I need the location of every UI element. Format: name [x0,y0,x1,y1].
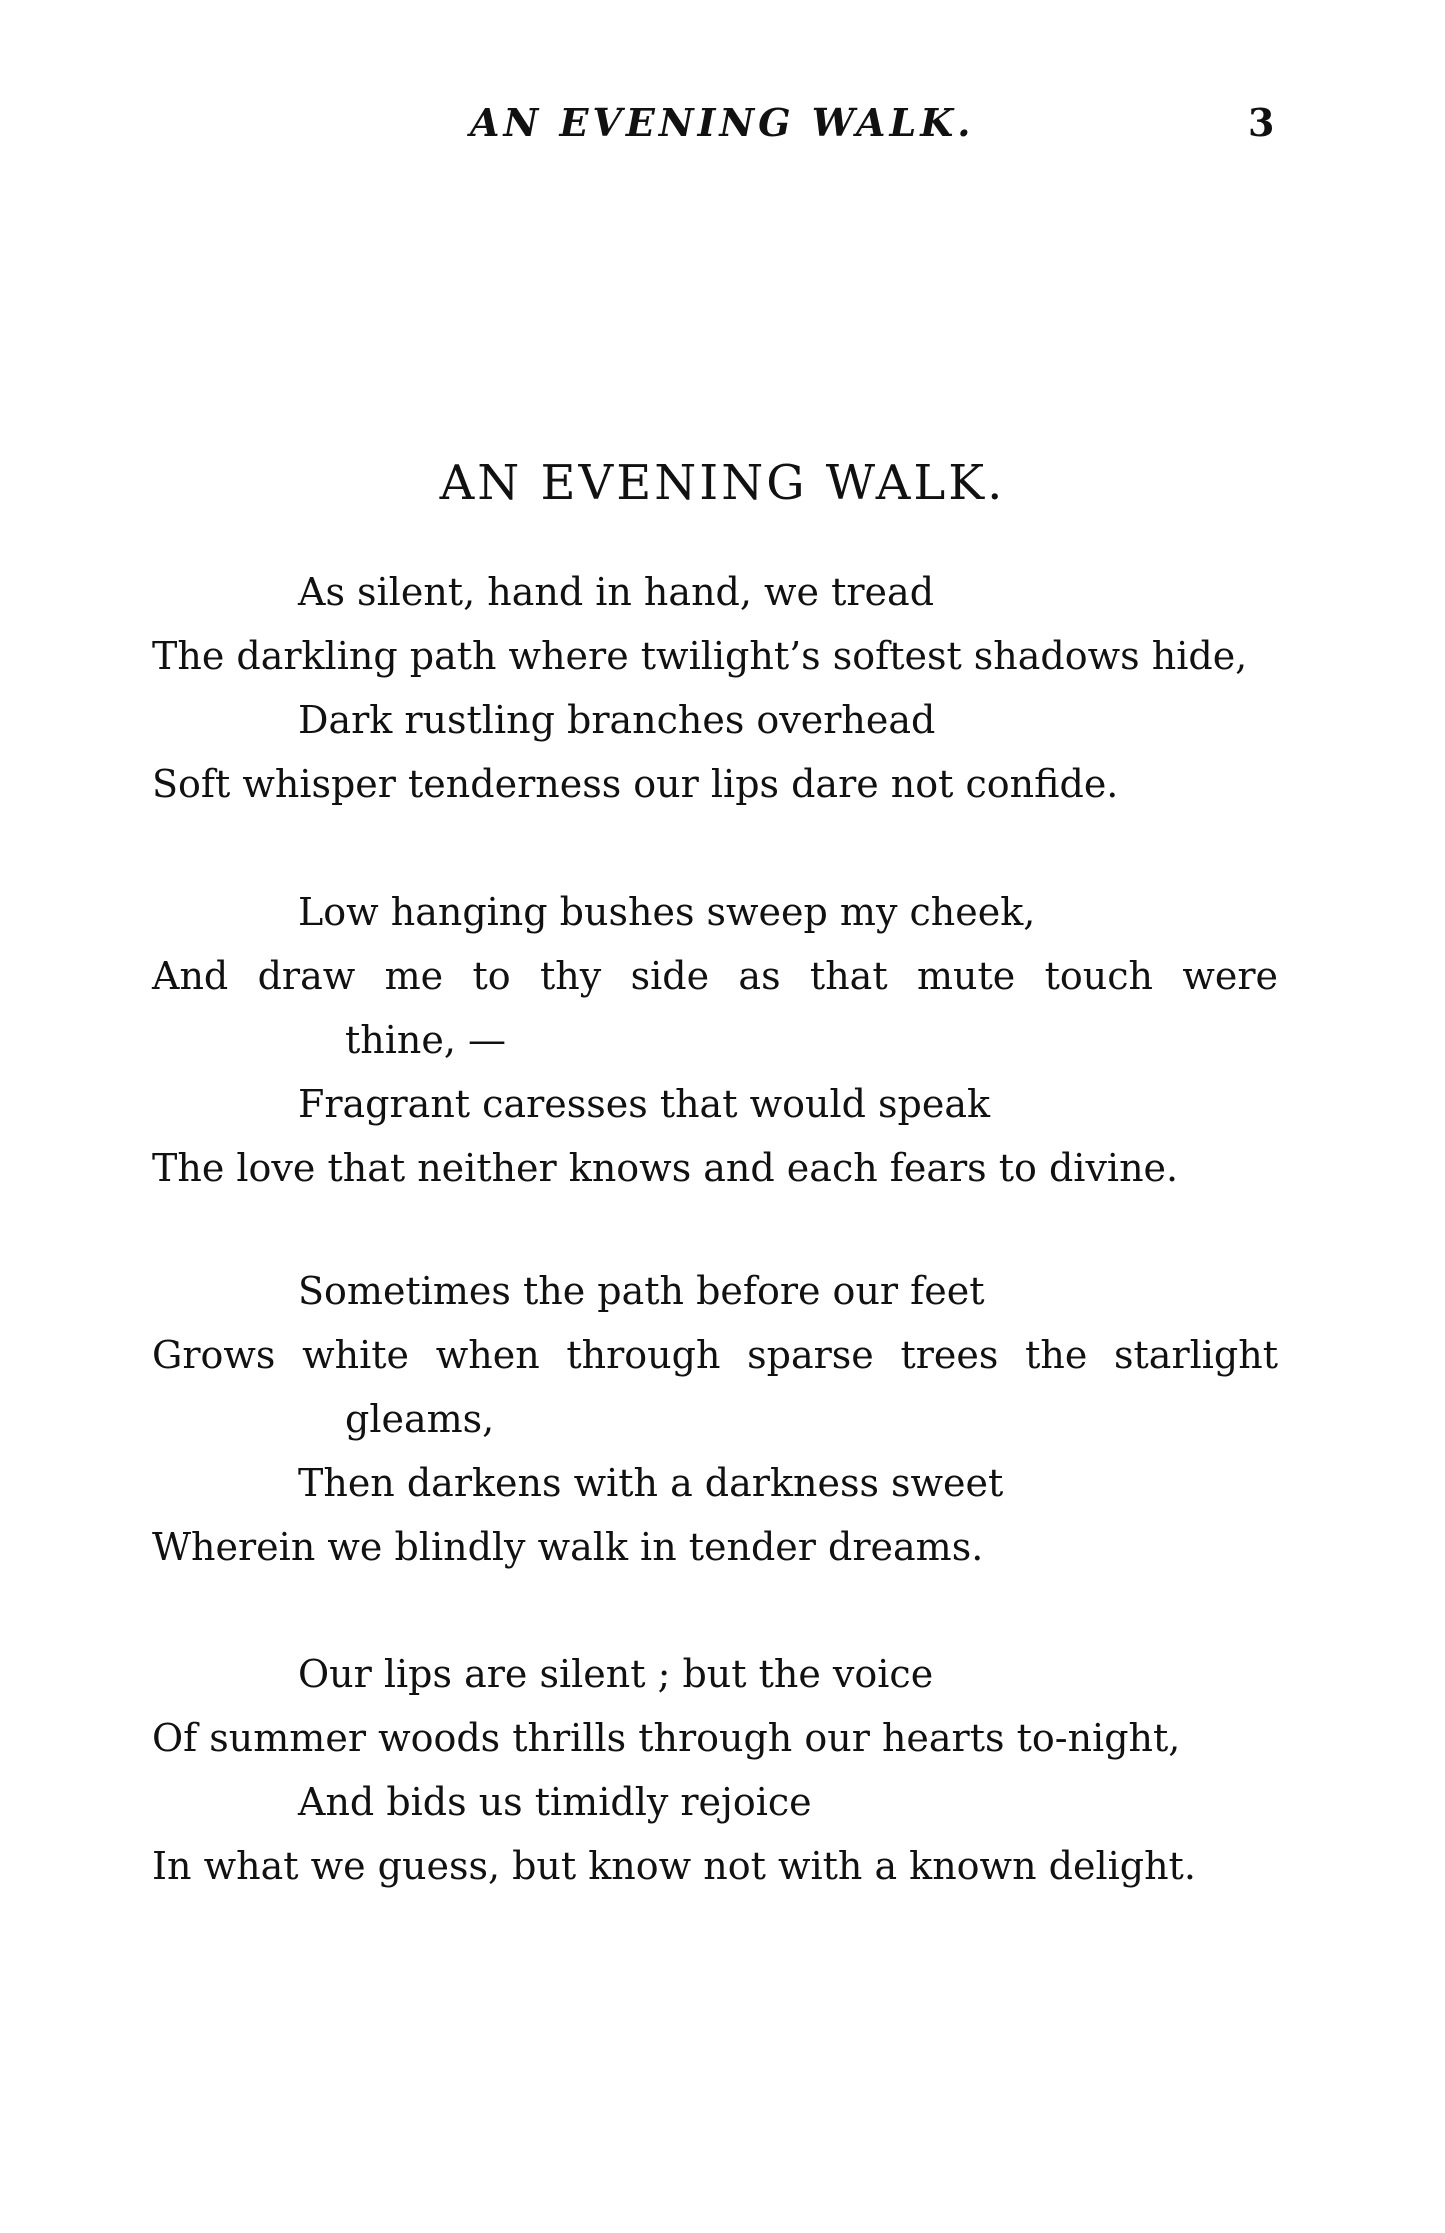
running-head [0,100,1445,160]
running-title: AN EVENING WALK. [470,100,975,145]
poem-line-continuation: gleams, [345,1397,495,1441]
poem-line: Wherein we blindly walk in tender dreams. [152,1525,984,1569]
poem-line: And bids us timidly rejoice [298,1780,812,1824]
poem-line: Then darkens with a darkness sweet [298,1461,1004,1505]
page-number: 3 [1248,100,1275,145]
poem-title: AN EVENING WALK. [439,455,1006,511]
poem-line: Soft whisper tenderness our lips dare not confide. [152,762,1119,806]
poem-line: Fragrant caresses that would speak [298,1082,990,1126]
poem-line: Our lips are silent ; but the voice [298,1652,934,1696]
poem-line: Sometimes the path before our feet [298,1269,985,1313]
poem-line: Low hanging bushes sweep my cheek, [298,890,1036,934]
poem-line: The darkling path where twilight’s softest shadows hide, [152,634,1248,678]
poem-line: The love that neither knows and each fears to divine. [152,1146,1179,1190]
poem-line: Of summer woods thrills through our hearts to-night, [152,1716,1181,1760]
poem-line: In what we guess, but know not with a known delight. [152,1844,1196,1888]
poem-line: As silent, hand in hand, we tread [298,570,935,614]
poem-line: And draw me to thy side as that mute touch were [152,954,1278,998]
poem-line: Grows white when through sparse trees the starlight [152,1333,1278,1377]
poem-line: Dark rustling branches overhead [298,698,936,742]
poem-line-continuation: thine, — [345,1018,507,1062]
